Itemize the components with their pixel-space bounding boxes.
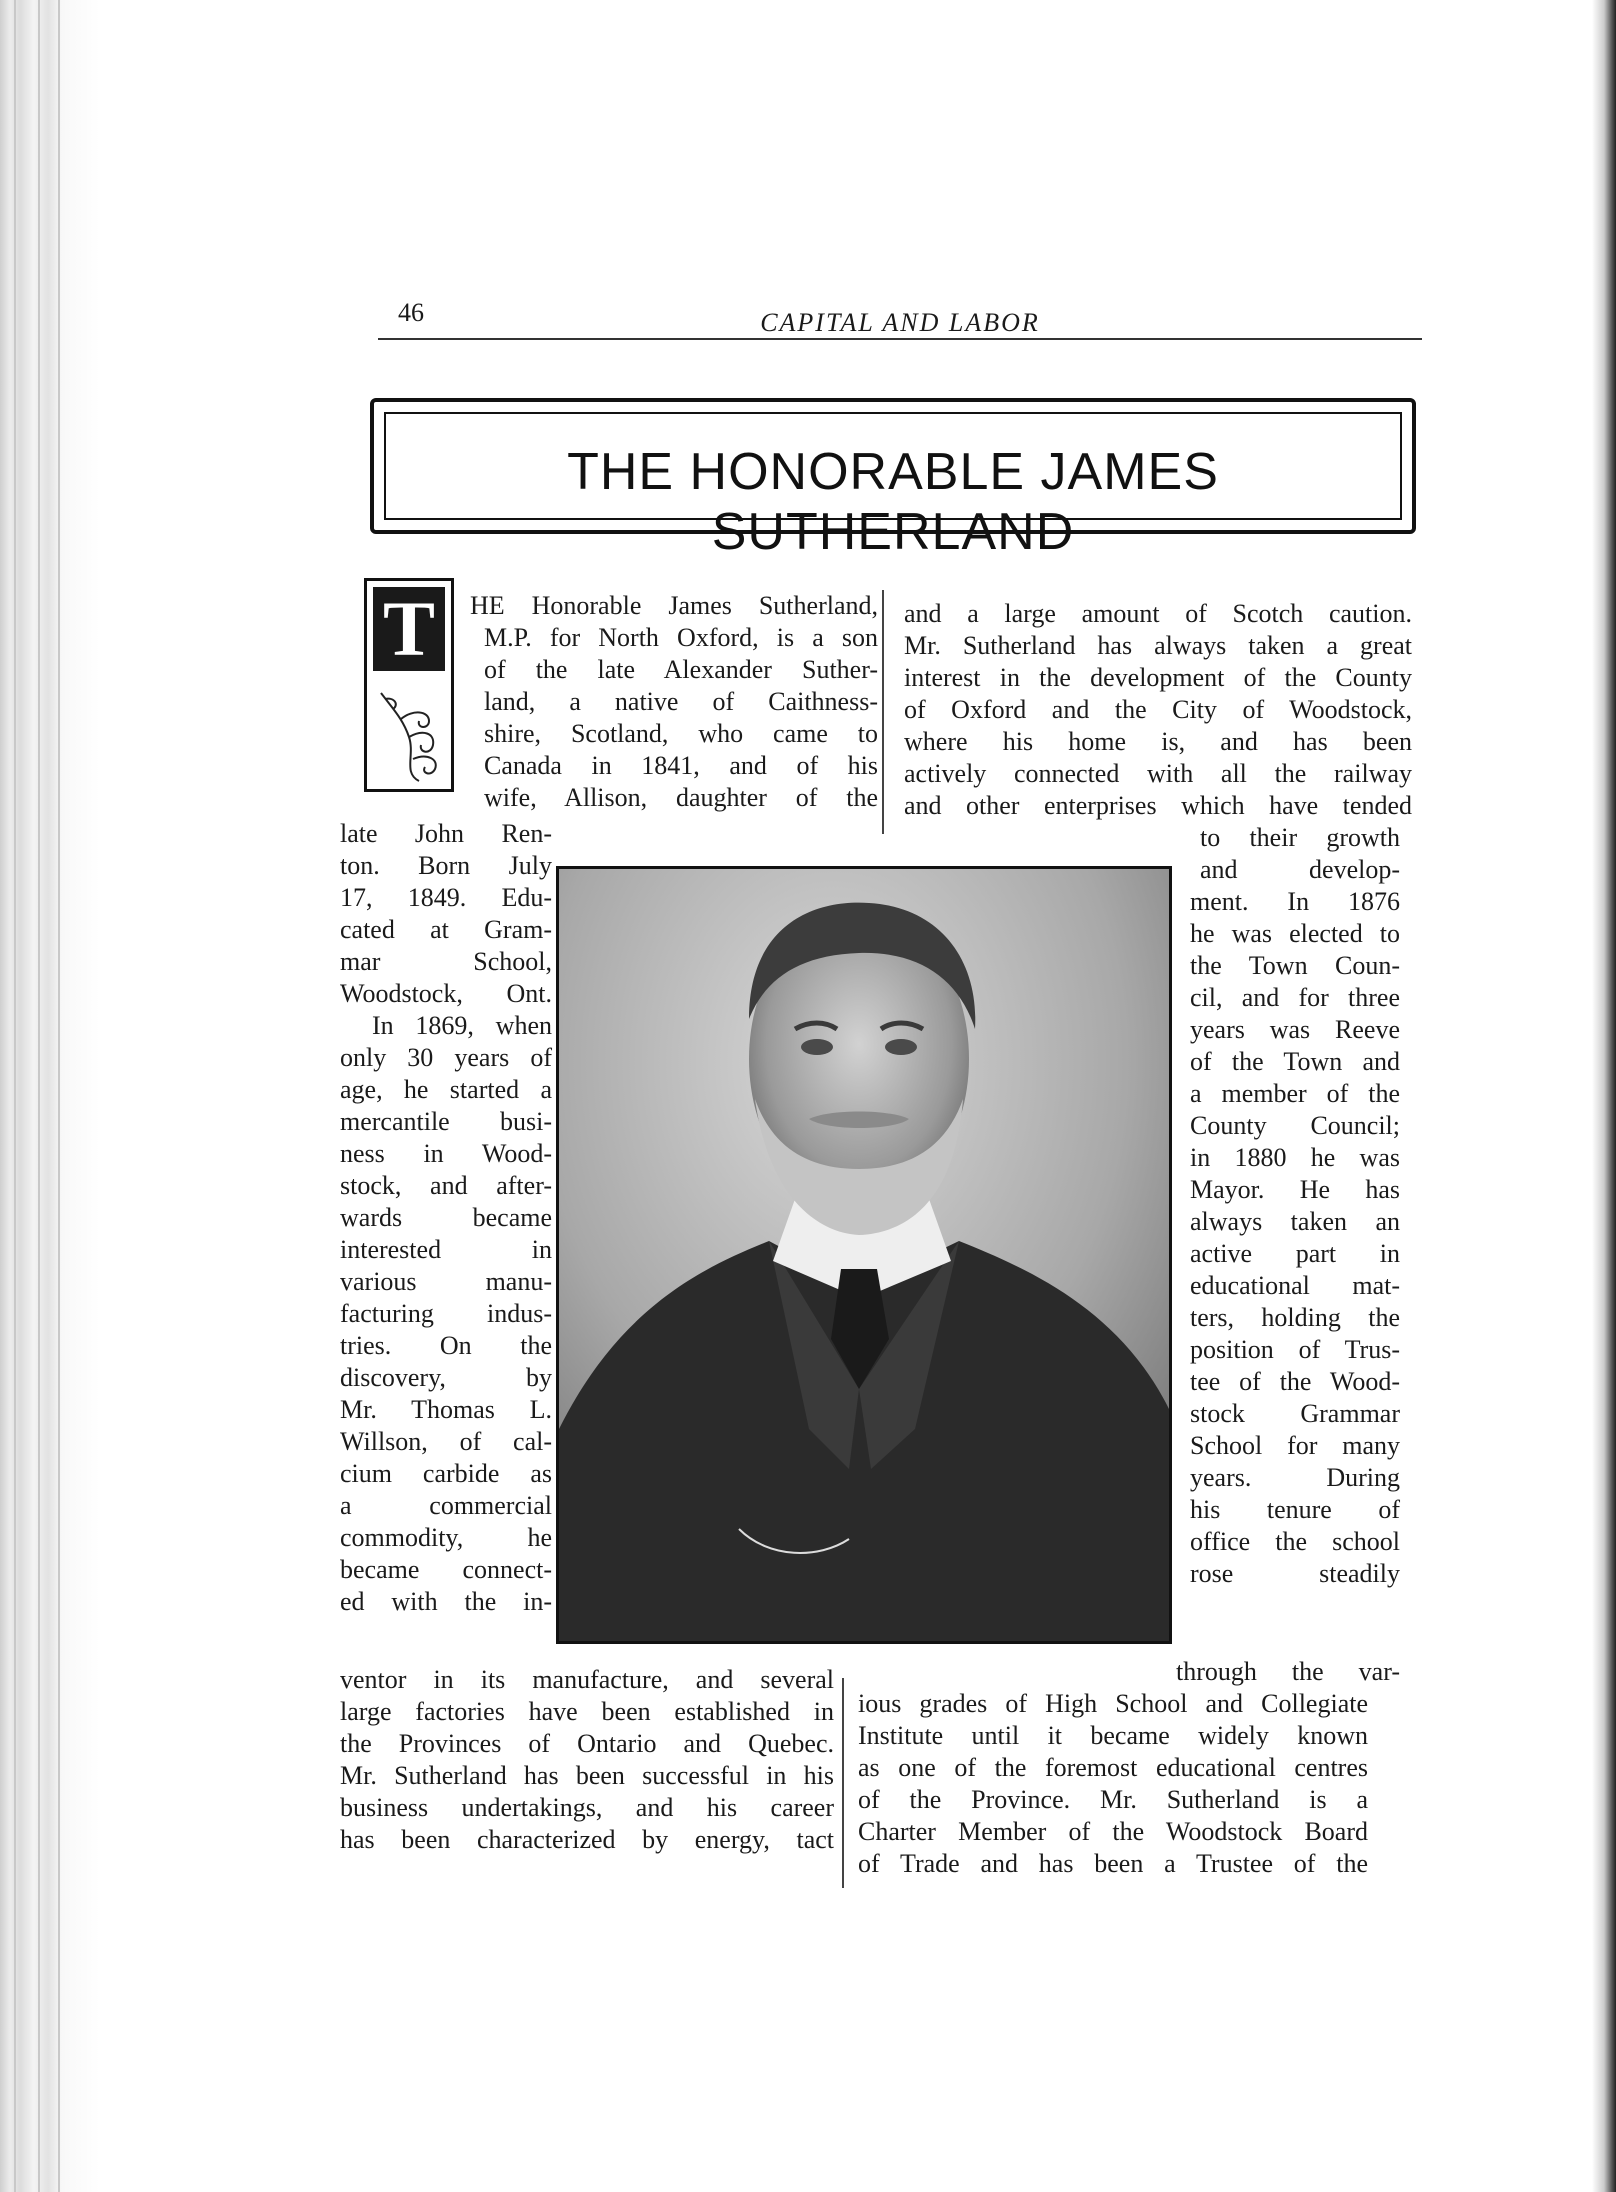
drop-cap-letter: T xyxy=(373,587,445,671)
text-line: ters, holding the xyxy=(1190,1303,1400,1332)
column-rule xyxy=(842,1678,844,1888)
text-line: facturing indus- xyxy=(340,1299,552,1328)
text-line: the Town Coun- xyxy=(1190,951,1400,980)
text-line: cated at Gram- xyxy=(340,915,552,944)
title-box xyxy=(370,398,1416,561)
text-line: stock Grammar xyxy=(1190,1399,1400,1428)
text-line: HE Honorable James Sutherland, xyxy=(470,591,878,620)
text-line: of Trade and has been a Trustee of the xyxy=(858,1849,1368,1878)
text-line: rose steadily xyxy=(1190,1559,1400,1588)
text-line: cium carbide as xyxy=(340,1459,552,1488)
text-line: educational mat- xyxy=(1190,1271,1400,1300)
text-line: a member of the xyxy=(1190,1079,1400,1108)
text-line: Canada in 1841, and of his xyxy=(484,751,878,780)
text-line: interest in the development of the County xyxy=(904,663,1412,692)
text-line: his tenure of xyxy=(1190,1495,1400,1524)
text-line: ventor in its manufacture, and several xyxy=(340,1665,834,1694)
text-line: became connect- xyxy=(340,1555,552,1584)
text-line: mar School, xyxy=(340,947,552,976)
text-line: wife, Allison, daughter of the xyxy=(484,783,878,812)
page-edge-line xyxy=(38,0,40,2192)
text-line: ed with the in- xyxy=(340,1587,552,1616)
text-line: years was Reeve xyxy=(1190,1015,1400,1044)
text-line: position of Trus- xyxy=(1190,1335,1400,1364)
text-line: through the var- xyxy=(1176,1657,1400,1686)
text-line: Mayor. He has xyxy=(1190,1175,1400,1204)
text-line: and develop- xyxy=(1200,855,1400,884)
text-line: ment. In 1876 xyxy=(1190,887,1400,916)
text-line: ton. Born July xyxy=(340,851,552,880)
text-line: as one of the foremost educational centres xyxy=(858,1753,1368,1782)
book-gutter-shadow xyxy=(1592,0,1616,2192)
text-line: large factories have been established in xyxy=(340,1697,834,1726)
text-line: Mr. Sutherland has always taken a great xyxy=(904,631,1412,660)
text-line: to their growth xyxy=(1200,823,1400,852)
text-line: interested in xyxy=(340,1235,552,1264)
text-line: in 1880 he was xyxy=(1190,1143,1400,1172)
text-line: and a large amount of Scotch caution. xyxy=(904,599,1412,628)
text-line: commodity, he xyxy=(340,1523,552,1552)
running-title: CAPITAL AND LABOR xyxy=(760,308,1040,337)
text-line: late John Ren- xyxy=(340,819,552,848)
text-line: only 30 years of xyxy=(340,1043,552,1072)
text-line: of Oxford and the City of Woodstock, xyxy=(904,695,1412,724)
text-line: Willson, of cal- xyxy=(340,1427,552,1456)
text-line: In 1869, when xyxy=(372,1011,552,1040)
text-line: actively connected with all the railway xyxy=(904,759,1412,788)
text-line: land, a native of Caithness- xyxy=(484,687,878,716)
text-line: of the Province. Mr. Sutherland is a xyxy=(858,1785,1368,1814)
text-line: tries. On the xyxy=(340,1331,552,1360)
drop-cap xyxy=(364,578,454,792)
text-line: always taken an xyxy=(1190,1207,1400,1236)
portrait-photo xyxy=(556,866,1172,1644)
text-line: cil, and for three xyxy=(1190,983,1400,1012)
book-page-edges xyxy=(0,0,100,2192)
page-edge-line xyxy=(58,0,60,2192)
page-edge-line xyxy=(14,0,16,2192)
text-line: M.P. for North Oxford, is a son xyxy=(484,623,878,652)
text-line: 17, 1849. Edu- xyxy=(340,883,552,912)
text-line: the Provinces of Ontario and Quebec. xyxy=(340,1729,834,1758)
text-line: business undertakings, and his career xyxy=(340,1793,834,1822)
text-line: Mr. Thomas L. xyxy=(340,1395,552,1424)
text-line: discovery, by xyxy=(340,1363,552,1392)
text-line: ness in Wood- xyxy=(340,1139,552,1168)
text-line: active part in xyxy=(1190,1239,1400,1268)
text-line: age, he started a xyxy=(340,1075,552,1104)
text-line: School for many xyxy=(1190,1431,1400,1460)
text-line: Woodstock, Ont. xyxy=(340,979,552,1008)
text-line: years. During xyxy=(1190,1463,1400,1492)
text-line: Mr. Sutherland has been successful in his xyxy=(340,1761,834,1790)
floral-ornament-icon xyxy=(373,689,445,785)
text-line: tee of the Wood- xyxy=(1190,1367,1400,1396)
text-line: a commercial xyxy=(340,1491,552,1520)
text-line: has been characterized by energy, tact xyxy=(340,1825,834,1854)
text-line: ious grades of High School and Collegiate xyxy=(858,1689,1368,1718)
text-line: of the late Alexander Suther- xyxy=(484,655,878,684)
text-line: various manu- xyxy=(340,1267,552,1296)
column-rule xyxy=(882,590,884,834)
text-line: wards became xyxy=(340,1203,552,1232)
text-line: County Council; xyxy=(1190,1111,1400,1140)
text-line: Institute until it became widely known xyxy=(858,1721,1368,1750)
text-line: shire, Scotland, who came to xyxy=(484,719,878,748)
text-line: he was elected to xyxy=(1190,919,1400,948)
page-number: 46 xyxy=(398,298,424,327)
text-line: Charter Member of the Woodstock Board xyxy=(858,1817,1368,1846)
text-line: where his home is, and has been xyxy=(904,727,1412,756)
text-line: of the Town and xyxy=(1190,1047,1400,1076)
text-line: office the school xyxy=(1190,1527,1400,1556)
text-line: and other enterprises which have tended xyxy=(904,791,1412,820)
article-title: THE HONORABLE JAMES SUTHERLAND xyxy=(567,443,1219,561)
title-box-inner xyxy=(384,412,1402,561)
text-line: mercantile busi- xyxy=(340,1107,552,1136)
portrait-illustration xyxy=(559,869,1169,1641)
running-head xyxy=(378,298,1422,340)
text-line: stock, and after- xyxy=(340,1171,552,1200)
